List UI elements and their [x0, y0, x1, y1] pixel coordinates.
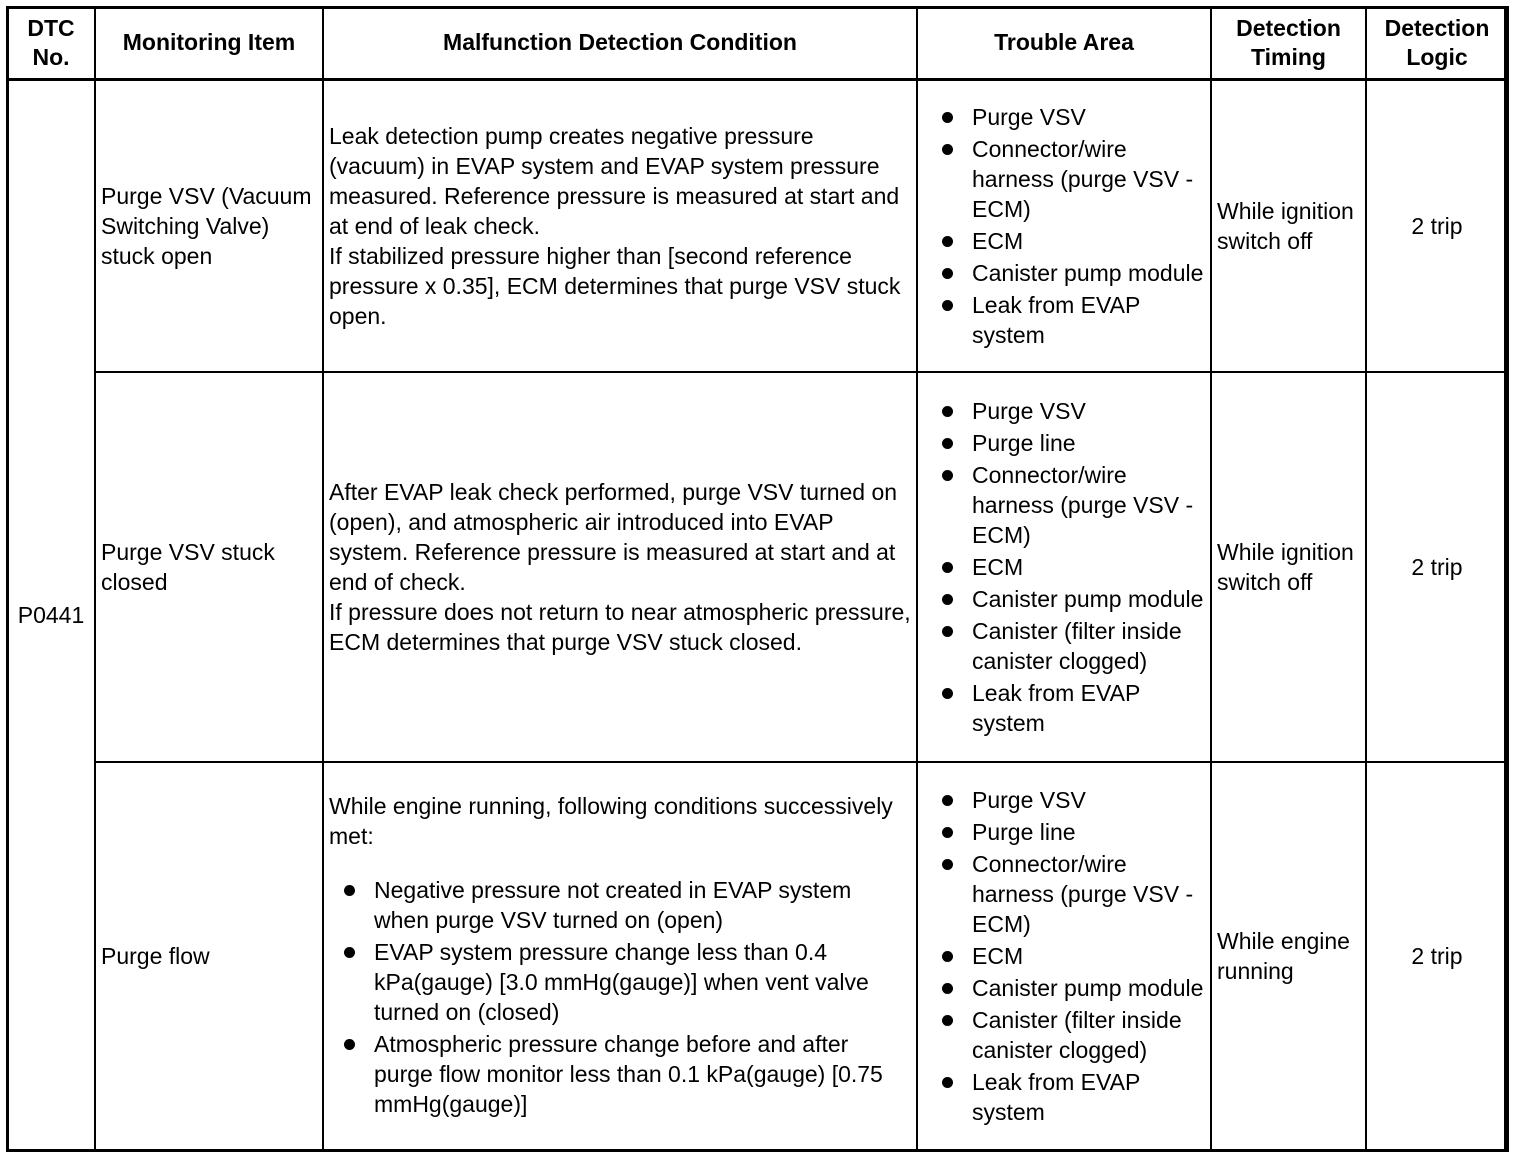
- trouble-item: Leak from EVAP system: [923, 290, 1205, 350]
- condition-item: Negative pressure not created in EVAP system when purge VSV turned on (open): [329, 875, 911, 935]
- trouble-item: Canister (filter inside canister clogged): [923, 616, 1205, 676]
- detection-timing: While ignition switch off: [1211, 79, 1366, 372]
- monitoring-item: Purge VSV stuck closed: [95, 372, 323, 761]
- condition-text: If stabilized pressure higher than [second reference pressure x 0.35], ECM determines that purge VSV stuck open.: [329, 242, 901, 329]
- condition-text: Leak detection pump creates negative pressure (vacuum) in EVAP system and EVAP system pressure measured. Reference pressure is measured at start and at end of leak check.: [329, 122, 900, 239]
- trouble-item: Purge VSV: [923, 396, 1205, 426]
- trouble-item: ECM: [923, 941, 1205, 971]
- header-detection-logic: Detection Logic: [1366, 7, 1508, 79]
- table-outer-border: [6, 6, 1507, 1152]
- trouble-item: Leak from EVAP system: [923, 1067, 1205, 1127]
- condition-text: If pressure does not return to near atmospheric pressure, ECM determines that purge VSV stuck closed.: [329, 598, 911, 655]
- detection-timing: While ignition switch off: [1211, 372, 1366, 761]
- header-monitoring-item: Monitoring Item: [95, 7, 323, 79]
- trouble-item: Purge line: [923, 817, 1205, 847]
- trouble-item: Leak from EVAP system: [923, 678, 1205, 738]
- trouble-item: ECM: [923, 226, 1205, 256]
- trouble-item: Canister (filter inside canister clogged): [923, 1005, 1205, 1065]
- trouble-item: Canister pump module: [923, 258, 1205, 288]
- dtc-code: P0441: [7, 79, 95, 1151]
- trouble-item: Canister pump module: [923, 973, 1205, 1003]
- trouble-item: Purge VSV: [923, 785, 1205, 815]
- trouble-item: Connector/wire harness (purge VSV - ECM): [923, 134, 1205, 224]
- detection-timing: While engine running: [1211, 762, 1366, 1151]
- header-trouble-area: Trouble Area: [917, 7, 1211, 79]
- trouble-item: Canister pump module: [923, 584, 1205, 614]
- condition-item: Atmospheric pressure change before and after purge flow monitor less than 0.1 kPa(gauge) [0.75 mmHg(gauge)]: [329, 1029, 911, 1119]
- detection-logic: 2 trip: [1366, 762, 1508, 1151]
- header-detection-timing: Detection Timing: [1211, 7, 1366, 79]
- detection-logic: 2 trip: [1366, 372, 1508, 761]
- header-condition: Malfunction Detection Condition: [323, 7, 917, 79]
- condition-text: After EVAP leak check performed, purge VSV turned on (open), and atmospheric air introduced into EVAP system. Reference pressure is measured at start and at end of check.: [329, 478, 898, 595]
- condition-text: While engine running, following conditions successively met:: [329, 793, 893, 850]
- monitoring-item: Purge VSV (Vacuum Switching Valve) stuck open: [95, 79, 323, 372]
- condition-item: EVAP system pressure change less than 0.4 kPa(gauge) [3.0 mmHg(gauge)] when vent valve turned on (closed): [329, 937, 911, 1027]
- header-dtc: DTC No.: [7, 7, 95, 79]
- monitoring-item: Purge flow: [95, 762, 323, 1151]
- trouble-item: Connector/wire harness (purge VSV - ECM): [923, 849, 1205, 939]
- trouble-item: Purge VSV: [923, 102, 1205, 132]
- trouble-item: Connector/wire harness (purge VSV - ECM): [923, 460, 1205, 550]
- trouble-item: ECM: [923, 552, 1205, 582]
- trouble-item: Purge line: [923, 428, 1205, 458]
- detection-logic: 2 trip: [1366, 79, 1508, 372]
